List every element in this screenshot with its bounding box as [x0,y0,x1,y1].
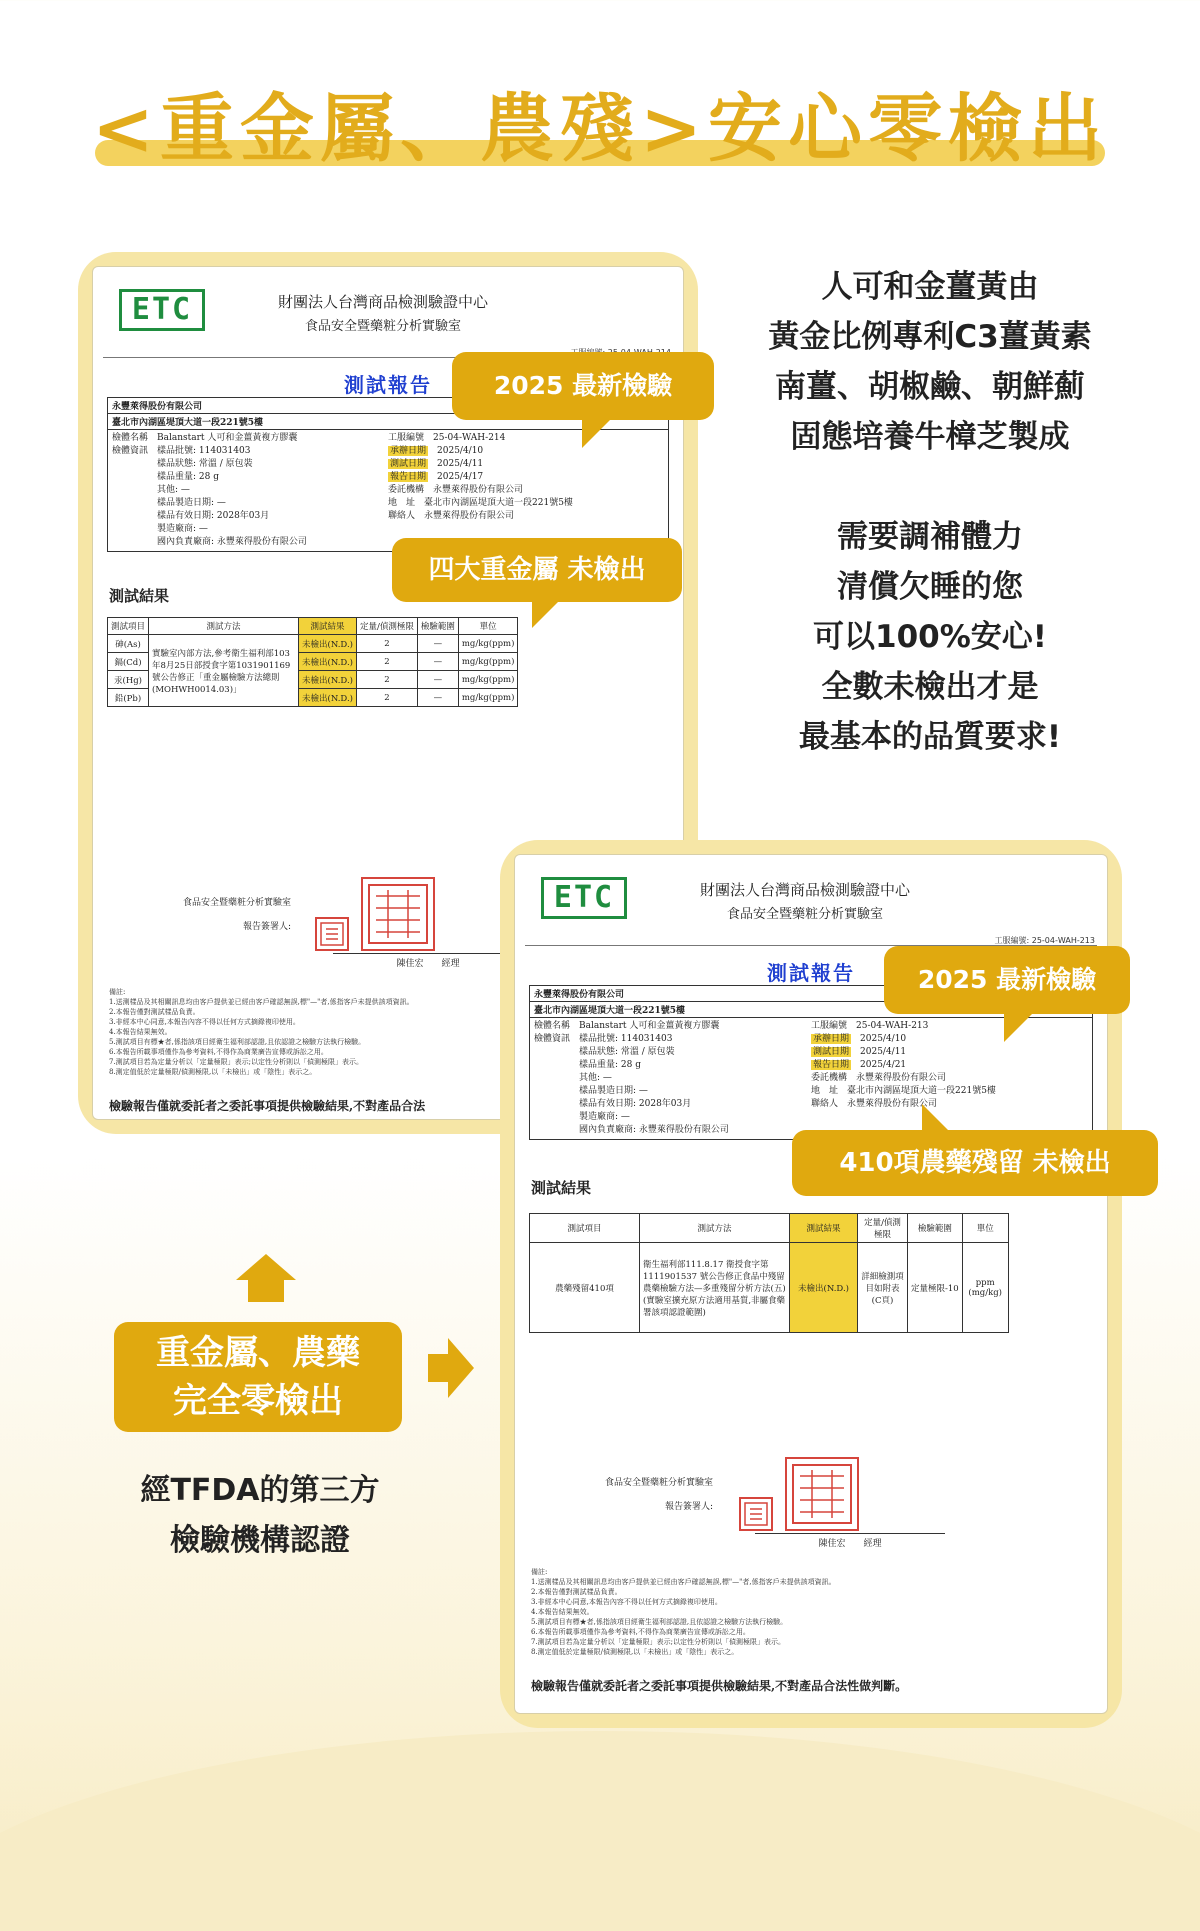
report-heading: 測試報告 [344,373,432,397]
sample-info-line: 樣品重量: 28 g [534,1060,641,1070]
cell-limit: 2 [356,653,417,671]
side-text-line: 固態培養牛樟芝製成 [790,419,1070,455]
cell-item: 農藥殘留410項 [530,1243,640,1333]
report-notes: 備註: 1.送測樣品及其相關訊息均由客戶提供並已經由客戶確認無誤,標"—"者,係指客戶未提供該項資訊。 2.本報告僅對測試樣品負責。 3.非經本中心同意,本報告內容不得以任何方式摘錄複印使用。 4.本報告結果無效。 5.測試項目有標★者,係指該項目經衛生福利部認證,且依認證之檢驗方法執行檢驗。 6.本報告所載事項僅作為參考資料,不得作為商業廣告宣傳或訴訟之用。 7.測試項目若為定量分析以「定量極限」表示;以定性分析則以「偵測極限」表示。 8.測定值低於定量極限/偵測極限,以「未檢出」或「陰性」表示之。 [109,988,414,1076]
side-text-line: 南薑、胡椒鹼、朝鮮薊 [775,369,1085,405]
table-header-cell: 檢驗範圍 [417,618,458,635]
sample-info-line: 檢體名稱 Balanstart 人可和金薑黃複方膠囊 [112,433,298,443]
table-header-cell: 測試項目 [530,1214,640,1243]
service-info-line [388,458,664,471]
side-text-line: 人可和金薑黃由 [821,269,1039,305]
service-info-label: 工服編號 [811,1021,848,1031]
service-info-value: 臺北市內湖區堤頂大道一段221號5樓 [838,1086,996,1096]
signer: 陳佳宏 經理 [755,1533,945,1549]
cell-unit: mg/kg(ppm) [458,671,518,689]
callout-pesticides: 410項農藥殘留 未檢出 [792,1130,1158,1196]
cell-limit: 詳細檢測項目如附表(C頁) [858,1243,908,1333]
sample-info-line: 國內負責廠商: 永豐萊得股份有限公司 [112,537,307,547]
sample-info [112,432,388,549]
zero-badge-line: 重金屬、農藥 [156,1333,360,1373]
service-info-value: 2025/4/21 [851,1060,907,1070]
sample-info-line: 其他: — [534,1073,612,1083]
service-info-label: 承辦日期 [813,1034,850,1044]
sample-info-line: 樣品狀態: 常溫 / 原包裝 [534,1047,675,1057]
sign-label: 報告簽署人: [665,1502,714,1512]
table-header-cell: 測試方法 [640,1214,790,1243]
side-text-line: 最基本的品質要求! [798,719,1062,755]
service-info-line [811,1033,1088,1046]
sample-info-line: 樣品製造日期: — [112,498,226,508]
service-info-label: 聯絡人 [811,1099,839,1109]
service-info-value: 2025/4/11 [428,459,484,469]
service-info-line [388,445,664,458]
results-title: 測試結果 [109,587,170,605]
side-text-line: 可以100%安心! [813,619,1047,655]
service-info-label: 地 址 [388,498,416,508]
zero-badge-line: 完全零檢出 [173,1381,343,1421]
cell-unit: mg/kg(ppm) [458,635,518,653]
sample-info-line: 檢體資訊 樣品批號: 114031403 [112,446,251,456]
sample-info-line: 檢體資訊 樣品批號: 114031403 [534,1034,673,1044]
sign-lab: 食品安全暨藥粧分析實驗室 [183,898,292,908]
signer-seal [739,1497,773,1531]
official-seal [785,1457,859,1531]
cell-item: 鉛(Pb) [108,689,149,707]
service-info-line [811,1059,1088,1072]
report-notes: 備註: 1.送測樣品及其相關訊息均由客戶提供並已經由客戶確認無誤,標"—"者,係指客戶未提供該項資訊。 2.本報告僅對測試樣品負責。 3.非經本中心同意,本報告內容不得以任何方式摘錄複印使用。 4.本報告結果無效。 5.測試項目有標★者,係指該項目經衛生福利部認證,且依認證之檢驗方法執行檢驗。 6.本報告所載事項僅作為參考資料,不得作為商業廣告宣傳或訴訟之用。 7.測試項目若為定量分析以「定量極限」表示;以定性分析則以「偵測極限」表示。 8.測定值低於定量極限/偵測極限,以「未檢出」或「陰性」表示之。 [531,1568,836,1656]
tfda-line: 經TFDA的第三方 [140,1473,380,1508]
sample-info-line: 製造廠商: — [534,1112,630,1122]
service-info-label: 測試日期 [813,1047,850,1057]
product-description [720,262,1140,462]
side-text-line: 全數未檢出才是 [821,669,1039,705]
cell-limit: 2 [356,671,417,689]
table-header-cell: 測試結果 [299,618,357,635]
cell-result: 未檢出(N.D.) [790,1243,858,1333]
org-name: 財團法人台灣商品檢測驗證中心 [277,293,488,311]
report-heading: 測試報告 [767,961,855,985]
sample-info-line: 檢體名稱 Balanstart 人可和金薑黃複方膠囊 [534,1021,720,1031]
sample-info-line: 國內負責廠商: 永豐萊得股份有限公司 [534,1125,729,1135]
sign-label: 報告簽署人: [243,922,292,932]
service-info-line [811,1020,1088,1033]
cell-range: 定量極限-10 [908,1243,963,1333]
cell-item: 砷(As) [108,635,149,653]
bottom-background-wave [0,1731,1200,1931]
service-info-line [388,432,664,445]
service-info-line [388,497,664,510]
signer: 陳佳宏 經理 [333,953,523,969]
service-info [388,432,664,549]
service-info-label: 地 址 [811,1086,839,1096]
table-row [530,1243,1009,1333]
results-table [107,617,518,707]
results-table [529,1213,1009,1333]
right-arrow-icon [428,1338,474,1398]
service-info-value: 永豐萊得股份有限公司 [415,511,515,521]
sample-info-line: 樣品有效日期: 2028年03月 [534,1099,692,1109]
service-info-line [811,1046,1088,1059]
cell-item: 汞(Hg) [108,671,149,689]
callout-heavy-metals: 四大重金屬 未檢出 [392,538,682,602]
sample-info-line: 樣品狀態: 常溫 / 原包裝 [112,459,253,469]
table-header-cell: 測試項目 [108,618,149,635]
org-name: 財團法人台灣商品檢測驗證中心 [699,881,910,899]
results-title: 測試結果 [531,1179,592,1197]
service-info-value: 2025/4/11 [851,1047,907,1057]
table-header-cell: 定量/偵測極限 [858,1214,908,1243]
sample-info-line: 樣品重量: 28 g [112,472,219,482]
service-info-value: 臺北市內湖區堤頂大道一段221號5樓 [415,498,573,508]
lab-name: 食品安全暨藥粧分析實驗室 [726,907,883,922]
service-info-line [388,510,664,523]
cell-method: 衛生福利部111.8.17 衛授食字第 1111901537 號公告修正食品中殘留農藥檢驗方法—多重殘留分析方法(五)(實驗室擴充原方法適用基質,非屬食藥署該項認證範圍) [640,1243,790,1333]
cell-method: 實驗室內部方法,參考衛生福利部103年8月25日部授食字第1031901169號公告修正「重金屬檢驗方法總則(MOHWH0014.03)」 [149,635,299,707]
client-name: 永豐萊得股份有限公司 [530,986,1092,1002]
up-arrow-icon [236,1254,296,1304]
table-header-cell: 單位 [962,1214,1008,1243]
service-info-value: 永豐萊得股份有限公司 [838,1099,938,1109]
sample-info-line: 樣品有效日期: 2028年03月 [112,511,270,521]
quality-message [720,512,1140,762]
cell-limit: 2 [356,689,417,707]
side-text-line: 黃金比例專利C3薑黃素 [768,319,1092,355]
cell-result: 未檢出(N.D.) [299,653,357,671]
client-address: 臺北市內湖區堤頂大道一段221號5樓 [530,1002,1092,1018]
lab-name: 食品安全暨藥粧分析實驗室 [304,319,461,334]
service-info-value: 永豐萊得股份有限公司 [847,1073,947,1083]
service-info-label: 委託機構 [388,485,425,495]
report-number: 工服編號: 25-04-WAH-213 [994,936,1095,945]
etc-logo: ETC [541,877,627,919]
cell-range: — [417,635,458,653]
service-info-label: 報告日期 [813,1060,850,1070]
table-header-cell: 定量/偵測極限 [356,618,417,635]
service-info-line [811,1085,1088,1098]
cell-range: — [417,689,458,707]
official-seal [361,877,435,951]
service-info-line [811,1072,1088,1085]
sample-info-line: 樣品製造日期: — [534,1086,648,1096]
service-info-value: 25-04-WAH-213 [847,1021,929,1031]
table-header-cell: 單位 [458,618,518,635]
service-info-line [388,484,664,497]
service-info-value: 2025/4/10 [428,446,484,456]
page-title: <重金屬、農殘>安心零檢出 [91,86,1108,172]
callout-latest-test-2: 2025 最新檢驗 [884,946,1130,1014]
table-row [108,635,518,653]
sign-lab: 食品安全暨藥粧分析實驗室 [605,1478,714,1488]
report-footer: 檢驗報告僅就委託者之委託事項提供檢驗結果,不對產品合法 [109,1099,426,1113]
side-text-line: 需要調補體力 [837,519,1023,555]
zero-detection-badge [114,1322,402,1432]
table-header-cell: 測試方法 [149,618,299,635]
service-info-line [388,471,664,484]
cell-limit: 2 [356,635,417,653]
service-info-value: 25-04-WAH-214 [424,433,506,443]
callout-latest-test-1: 2025 最新檢驗 [452,352,714,420]
signer-seal [315,917,349,951]
service-info-value: 永豐萊得股份有限公司 [424,485,524,495]
service-info-value: 2025/4/10 [851,1034,907,1044]
tfda-line: 檢驗機構認證 [170,1523,350,1558]
cell-unit: ppm (mg/kg) [962,1243,1008,1333]
cell-range: — [417,653,458,671]
cell-unit: mg/kg(ppm) [458,653,518,671]
client-name: 永豐萊得股份有限公司 [108,398,668,414]
sample-info-line: 其他: — [112,485,190,495]
service-info-label: 聯絡人 [388,511,416,521]
table-header-row [108,618,518,635]
cell-unit: mg/kg(ppm) [458,689,518,707]
cell-result: 未檢出(N.D.) [299,671,357,689]
cell-result: 未檢出(N.D.) [299,635,357,653]
client-address: 臺北市內湖區堤頂大道一段221號5樓 [108,414,668,430]
table-header-row [530,1214,1009,1243]
table-header-cell: 測試結果 [790,1214,858,1243]
side-text-line: 清償欠睡的您 [837,569,1023,605]
sample-info [534,1020,811,1137]
service-info-label: 測試日期 [390,459,427,469]
cell-result: 未檢出(N.D.) [299,689,357,707]
service-info-label: 承辦日期 [390,446,427,456]
report-footer: 檢驗報告僅就委託者之委託事項提供檢驗結果,不對產品合法性做判斷。 [531,1679,908,1693]
service-info-label: 報告日期 [390,472,427,482]
tfda-certification-text [100,1466,420,1566]
service-info-label: 工服編號 [388,433,425,443]
cell-item: 鎘(Cd) [108,653,149,671]
etc-logo: ETC [119,289,205,331]
table-header-cell: 檢驗範圍 [908,1214,963,1243]
cell-range: — [417,671,458,689]
service-info-value: 2025/4/17 [428,472,484,482]
sample-info-line: 製造廠商: — [112,524,208,534]
service-info-label: 委託機構 [811,1073,848,1083]
